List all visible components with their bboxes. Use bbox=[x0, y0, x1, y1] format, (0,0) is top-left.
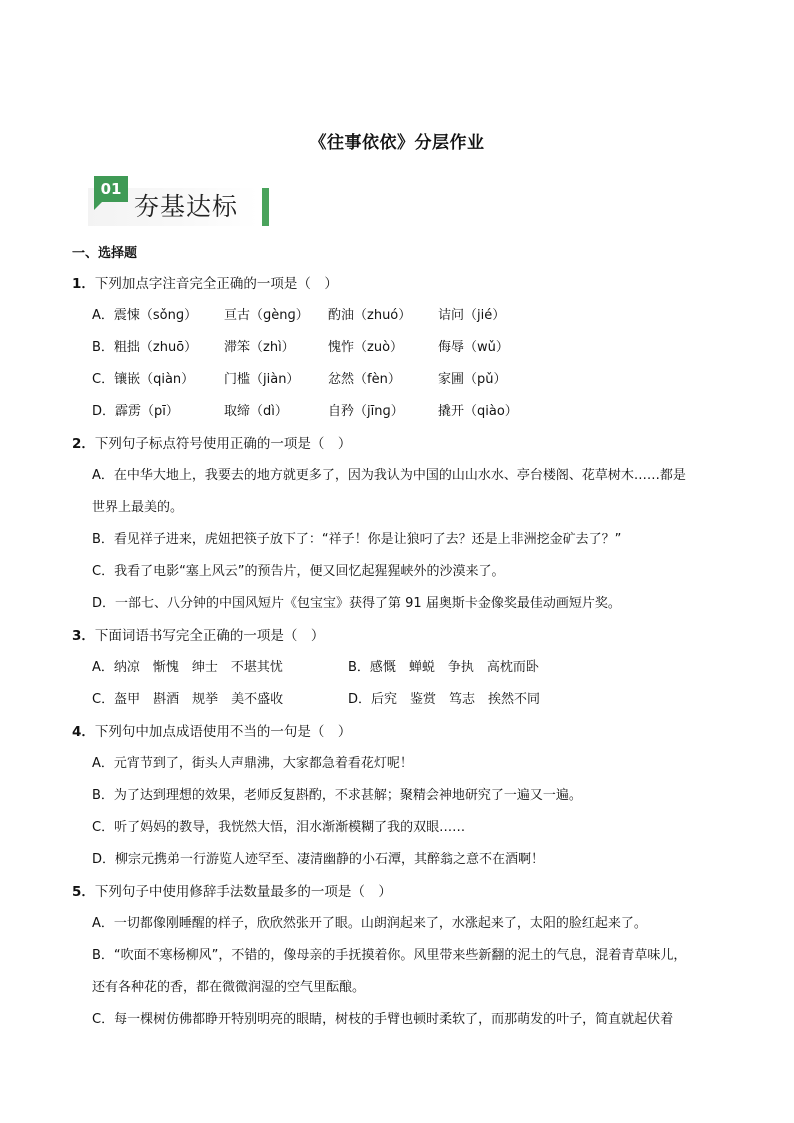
question-number: 3． bbox=[72, 628, 95, 644]
question-1 bbox=[72, 268, 732, 300]
option-item: 忿然（fèn） bbox=[328, 372, 401, 387]
option-item: 愧怍（zuò） bbox=[328, 340, 404, 355]
question-stem: 下列加点字注音完全正确的一项是（ ） bbox=[94, 276, 338, 292]
section-title: 一、选择题 bbox=[72, 246, 138, 261]
option-item: A．纳凉 惭愧 绅士 不堪其忧 bbox=[92, 660, 283, 675]
option-item: 门槛（jiàn） bbox=[224, 372, 300, 387]
option-item: D．后究 鉴赏 笃志 挨然不同 bbox=[348, 692, 541, 707]
option-item: 侮辱（wǔ） bbox=[438, 340, 509, 355]
option-item: 家圃（pǔ） bbox=[438, 372, 507, 387]
banner-heading: 夯基达标 bbox=[134, 192, 239, 221]
option-line: A．一切都像刚睡醒的样子，欣欣然张开了眼。山朗润起来了，水涨起来了，太阳的脸红起来了。 bbox=[92, 916, 647, 931]
option-line: B．为了达到理想的效果，老师反复斟酌，不求甚解；聚精会神地研究了一遍又一遍。 bbox=[92, 788, 582, 803]
question-number: 5． bbox=[72, 884, 95, 900]
option-line: A．在中华大地上，我要去的地方就更多了，因为我认为中国的山山水水、亭台楼阁、花草树木……都是 bbox=[92, 468, 686, 483]
option-line: A．元宵节到了，街头人声鼎沸，大家都急着看花灯呢！ bbox=[92, 756, 413, 771]
option-item: 诘问（jié） bbox=[438, 308, 506, 323]
question-number: 4． bbox=[72, 724, 95, 740]
option-line: 还有各种花的香，都在微微润湿的空气里酝酿。 bbox=[92, 980, 366, 995]
option-row bbox=[72, 684, 732, 716]
banner-badge: 01 bbox=[94, 176, 128, 202]
option-item: 滞笨（zhì） bbox=[224, 340, 295, 355]
option-row bbox=[72, 652, 732, 684]
option-row bbox=[72, 364, 732, 396]
question-stem: 下面词语书写完全正确的一项是（ ） bbox=[94, 628, 325, 644]
option-item: 亘古（ɡènɡ） bbox=[224, 308, 309, 323]
question-5 bbox=[72, 876, 732, 908]
option-row bbox=[72, 332, 732, 364]
option-row bbox=[72, 396, 732, 428]
worksheet-content bbox=[72, 240, 732, 1036]
banner-badge-tail-icon bbox=[94, 202, 102, 210]
banner-accent-bar bbox=[262, 188, 269, 226]
option-line: C．我看了电影“塞上风云”的预告片，便又回忆起猩猩峡外的沙漠来了。 bbox=[92, 564, 505, 579]
option-item: 酌油（zhuó） bbox=[328, 308, 412, 323]
question-stem: 下列句中加点成语使用不当的一句是（ ） bbox=[94, 724, 352, 740]
question-3 bbox=[72, 620, 732, 652]
section-banner bbox=[84, 174, 274, 230]
option-item: C．盔甲 斟酒 规挙 美不盛收 bbox=[92, 692, 284, 707]
option-line: 世界上最美的。 bbox=[92, 500, 184, 515]
option-item: 自矜（jīnɡ） bbox=[328, 404, 404, 419]
option-item: A．震悚（sǒnɡ） bbox=[92, 308, 198, 323]
option-item: 取缔（dì） bbox=[224, 404, 288, 419]
option-row bbox=[72, 300, 732, 332]
option-item: B．感慨 蝉蜕 争执 高枕而卧 bbox=[348, 660, 539, 675]
option-item: 撬开（qiào） bbox=[438, 404, 518, 419]
option-item: B．粗拙（zhuō） bbox=[92, 340, 198, 355]
option-item: C．镶嵌（qiàn） bbox=[92, 372, 195, 387]
question-stem: 下列句子中使用修辞手法数量最多的一项是（ ） bbox=[94, 884, 392, 900]
question-stem: 下列句子标点符号使用正确的一项是（ ） bbox=[94, 436, 352, 452]
document-title: 《往事依依》分层作业 bbox=[309, 133, 485, 153]
question-number: 2． bbox=[72, 436, 95, 452]
option-item: D．霹雳（pī） bbox=[92, 404, 179, 419]
option-line: B．“吹面不寒杨柳风”，不错的，像母亲的手抚摸着你。风里带来些新翻的泥土的气息，混着青草味儿， bbox=[92, 948, 687, 963]
option-line: C．每一棵树仿佛都睁开特别明亮的眼睛，树枝的手臂也顿时柔软了，而那萌发的叶子，简直就起伏着 bbox=[92, 1012, 674, 1027]
question-number: 1． bbox=[72, 276, 95, 292]
option-line: C．听了妈妈的教导，我恍然大悟，泪水渐渐模糊了我的双眼…… bbox=[92, 820, 466, 835]
question-4 bbox=[72, 716, 732, 748]
question-2 bbox=[72, 428, 732, 460]
option-line: D．柳宗元携弟一行游览人迹罕至、凄清幽静的小石潭，其醉翁之意不在酒啊！ bbox=[92, 852, 545, 867]
option-line: D．一部七、八分钟的中国风短片《包宝宝》获得了第 91 届奥斯卡金像奖最佳动画短片奖。 bbox=[92, 596, 621, 611]
option-line: B．看见祥子进来，虎妞把筷子放下了：“祥子！你是让狼叼了去？还是上非洲挖金矿去了？” bbox=[92, 532, 622, 547]
